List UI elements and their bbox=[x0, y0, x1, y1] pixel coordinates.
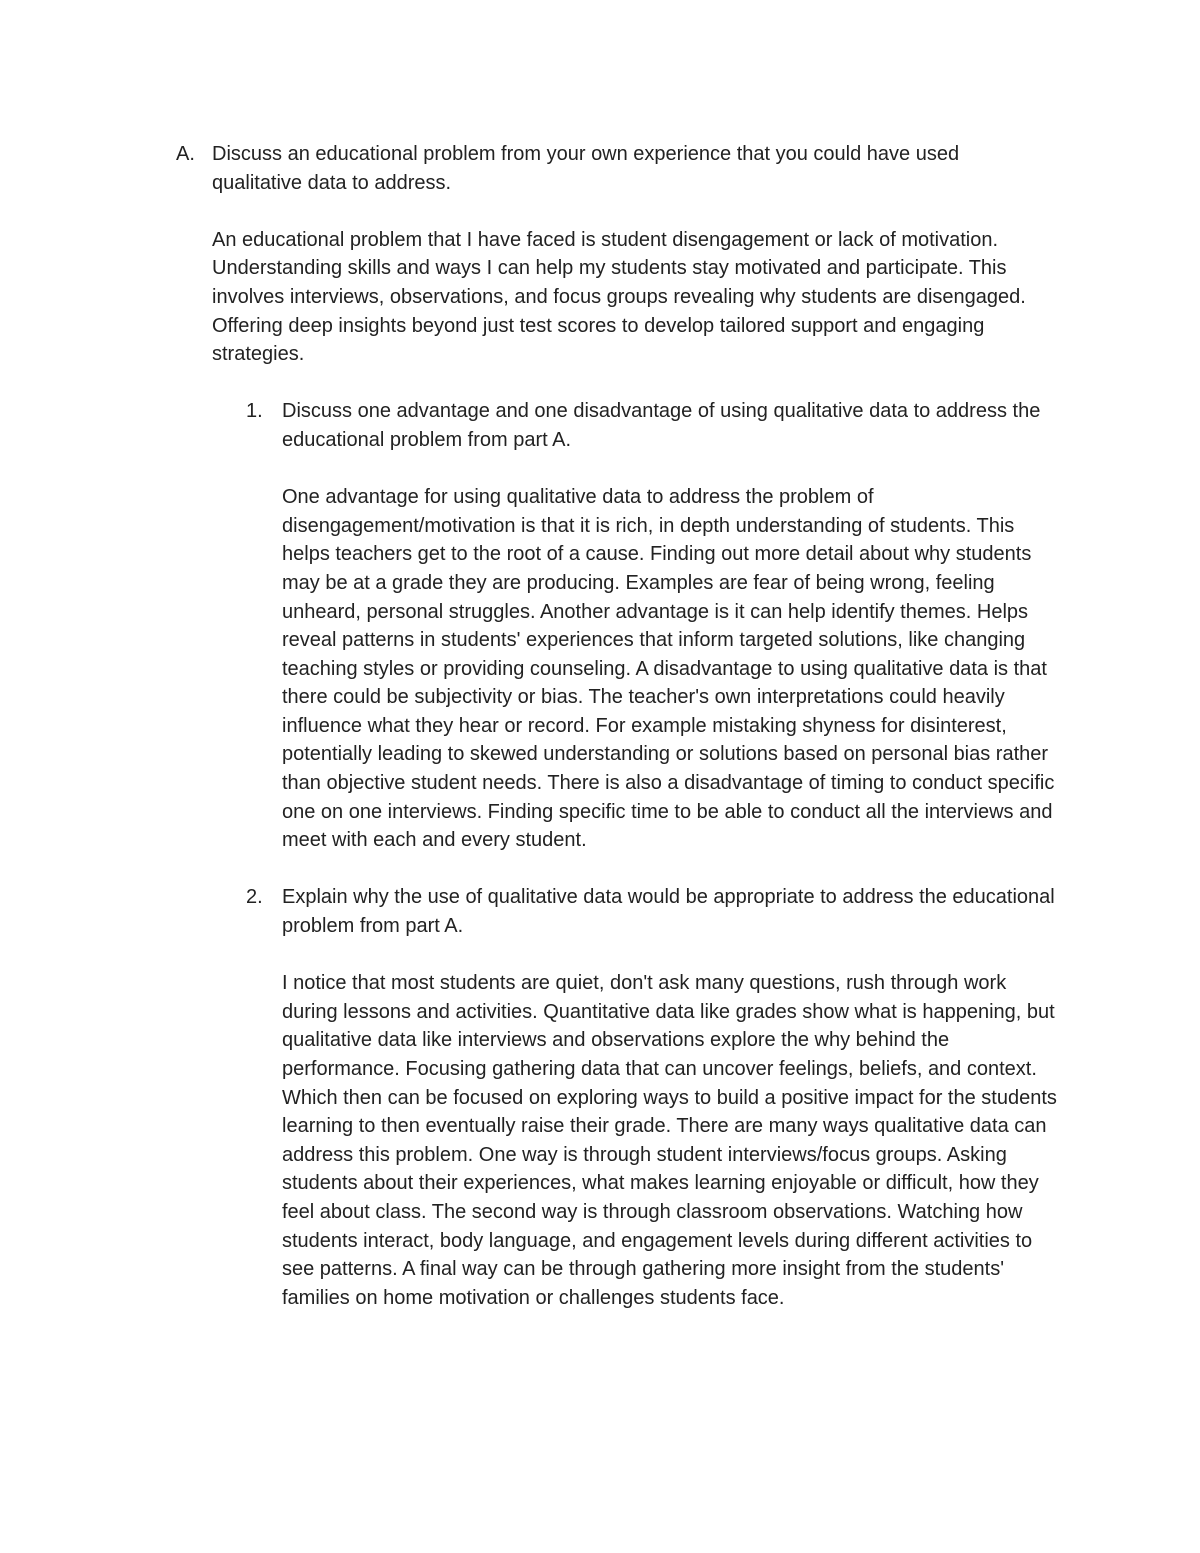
list-item-2-marker: 2. bbox=[246, 886, 263, 909]
section-a-body bbox=[212, 140, 1057, 1312]
list-item-1-question: Discuss one advantage and one disadvantage of using qualitative data to address the educational problem from part A. bbox=[282, 400, 1041, 451]
section-a-marker: A. bbox=[176, 143, 195, 165]
list-item-2 bbox=[246, 883, 1062, 1312]
list-item-2-answer: I notice that most students are quiet, don't ask many questions, rush through work during lessons and activities. Quantitative data like grades show what is happening, but qualitative data like interviews and observations explore the why behind the performance. Focusing gathering data that can uncover feelings, beliefs, and context. Which then can be focused on exploring ways to build a positive impact for the students learning to then eventually raise their grade. There are many ways qualitative data can address this problem. One way is through student interviews/focus groups. Asking students about their experiences, what makes learning enjoyable or difficult, how they feel about class. The second way is through classroom observations. Watching how students interact, body language, and engagement levels during different activities to see patterns. A final way can be through gathering more insight from the students' families on home motivation or challenges students face. bbox=[282, 972, 1057, 1309]
spacer bbox=[212, 855, 1052, 884]
section-a-answer: An educational problem that I have faced is student disengagement or lack of motivation. Understanding skills and ways I can help my students stay motivated and participate. This involves interviews, observations, and focus groups revealing why students are disengaged. Offering deep insights beyond just test scores to develop tailored support and engaging strategies. bbox=[212, 228, 1026, 366]
section-a bbox=[176, 140, 1056, 1312]
spacer bbox=[212, 197, 1052, 226]
spacer bbox=[282, 941, 1062, 970]
list-item-1-marker: 1. bbox=[246, 400, 263, 423]
spacer bbox=[282, 455, 1062, 484]
spacer bbox=[212, 369, 1052, 398]
section-a-question: Discuss an educational problem from your own experience that you could have used qualitative data to address. bbox=[212, 143, 960, 194]
list-item-1 bbox=[246, 397, 1062, 855]
list-item-2-question: Explain why the use of qualitative data would be appropriate to address the educational problem from part A. bbox=[282, 886, 1055, 938]
list-item-1-answer: One advantage for using qualitative data to address the problem of disengagement/motivation is that it is rich, in depth understanding of students. This helps teachers get to the root of a cause. Finding out more detail about why students may be at a grade they are producing. Examples are fear of being wrong, feeling unheard, personal struggles. Another advantage is it can help identify themes. Helps reveal patterns in students' experiences that inform targeted solutions, like changing teaching styles or providing counseling. A disadvantage to using qualitative data is that there could be subjectivity or bias. The teacher's own interpretations could heavily influence what they hear or record. For example mistaking shyness for disinterest, potentially leading to skewed understanding or solutions based on personal bias rather than objective student needs. There is also a disadvantage of timing to conduct specific one on one interviews. Finding specific time to be able to conduct all the interviews and meet with each and every student. bbox=[282, 486, 1055, 852]
